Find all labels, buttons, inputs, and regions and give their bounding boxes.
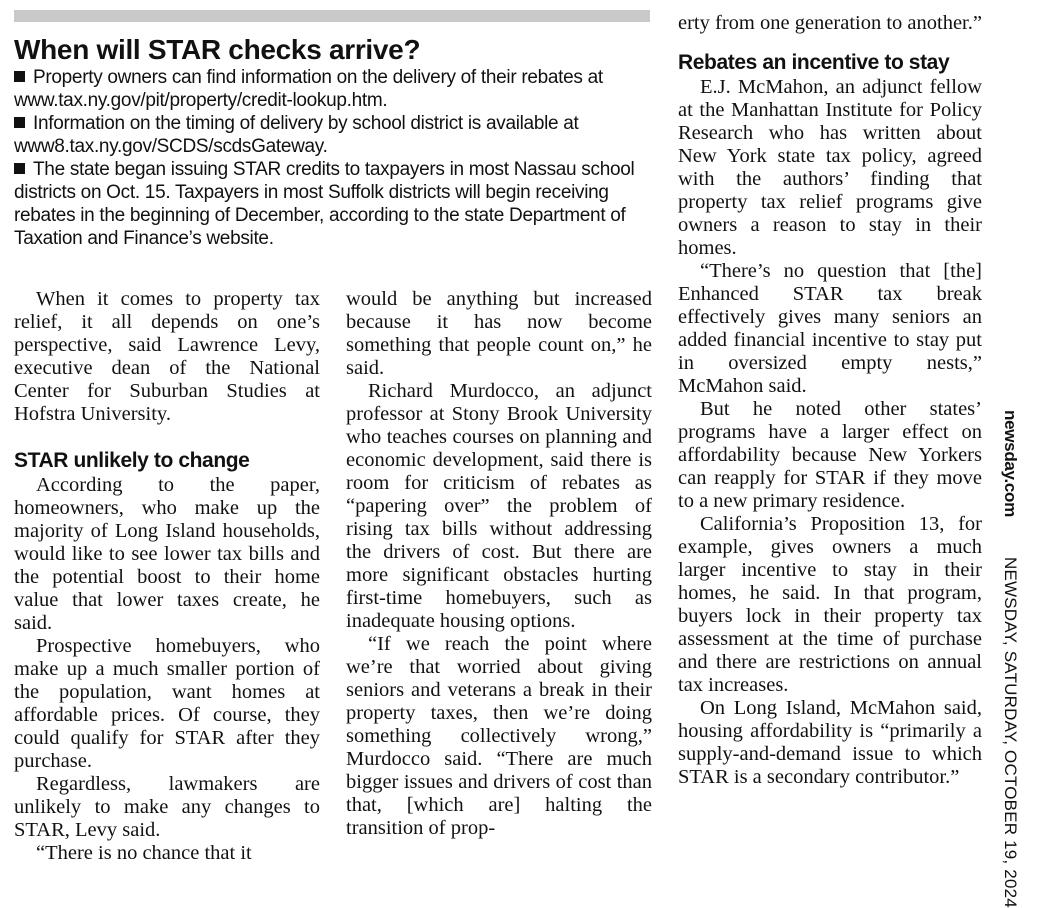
- subhead-star-unlikely: STAR unlikely to change: [14, 449, 250, 472]
- square-bullet-icon: [14, 117, 25, 128]
- sidebar-bullet: [14, 112, 654, 158]
- article-column-3: [678, 12, 982, 789]
- sidebar-bullet: [14, 66, 654, 112]
- paragraph: On Long Island, McMahon said, housing affordability is “primarily a supply-and-demand issue to which STAR is a secondary contributor.”: [678, 697, 982, 788]
- square-bullet-icon: [14, 163, 25, 174]
- sidebar-bullet: [14, 158, 654, 250]
- site-url: newsday.com: [1001, 410, 1020, 517]
- paragraph: “If we reach the point where we’re that worried about giving seniors and veterans a break in their property taxes, then we’re doing something collectively wrong,” Murdocco said. “There are much bigger issues and drivers of cost than that, [which are] halting the transition of prop-: [346, 633, 652, 839]
- dateline: NEWSDAY, SATURDAY, OCTOBER 19, 2024: [1001, 557, 1020, 908]
- bullet-text: Property owners can find information on the delivery of their rebates at www.tax.ny.gov/pit/property/credit-lookup.htm.: [14, 67, 603, 111]
- article-column-1: [14, 288, 320, 865]
- article-column-2: [346, 288, 652, 840]
- paragraph: California’s Proposition 13, for example, gives owners a much larger incentive to stay in their homes, he said. In that program, buyers lock in their property tax assessment at the time of purchase and there are restrictions on annual tax increases.: [678, 513, 982, 696]
- paragraph: erty from one generation to another.”: [678, 12, 982, 34]
- paragraph: According to the paper, homeowners, who make up the majority of Long Island households, would like to see lower tax bills and the potential boost to their home value that lower taxes create, he said.: [14, 474, 320, 634]
- paragraph: Richard Murdocco, an adjunct professor at Stony Brook University who teaches courses on planning and economic development, said there is room for criticism of rebates as “papering over” the problem of rising tax bills without addressing the drivers of cost. But there are more significant obstacles hurting first-time homebuyers, such as inadequate housing options.: [346, 380, 652, 632]
- bullet-text: Information on the timing of delivery by school district is available at www8.tax.ny.gov/SCDS/scdsGateway.: [14, 113, 579, 157]
- square-bullet-icon: [14, 71, 25, 82]
- sidebar-bullet-list: [14, 66, 654, 250]
- page-margin-info: [1000, 410, 1020, 908]
- sidebar-top-rule: [14, 10, 650, 22]
- sidebar-title: When will STAR checks arrive?: [14, 34, 421, 65]
- paragraph: “There is no chance that it: [36, 842, 252, 864]
- paragraph: When it comes to property tax relief, it all depends on one’s perspective, said Lawrence Levy, executive dean of the National Center for Suburban Studies at Hofstra University.: [14, 288, 320, 425]
- paragraph: E.J. McMahon, an adjunct fellow at the Manhattan Institute for Policy Research who has written about New York state tax policy, agreed with the authors’ finding that property tax relief programs give owners a reason to stay in their homes.: [678, 76, 982, 259]
- paragraph: would be anything but increased because it has now become something that people count on,” he said.: [346, 288, 652, 379]
- paragraph: Regardless, lawmakers are unlikely to make any changes to STAR, Levy said.: [14, 773, 320, 841]
- paragraph: “There’s no question that [the] Enhanced STAR tax break effectively gives many seniors an added financial incentive to stay put in oversized empty nests,” McMahon said.: [678, 260, 982, 397]
- bullet-text: The state began issuing STAR credits to taxpayers in most Nassau school districts on Oct. 15. Taxpayers in most Suffolk districts will begin receiving rebates in the beginning of December, according to the state Department of Taxation and Finance’s website.: [14, 159, 635, 249]
- subhead-rebates-incentive: Rebates an incentive to stay: [678, 51, 950, 74]
- paragraph: But he noted other states’ programs have a larger effect on affordability because New Yorkers can reapply for STAR if they move to a new primary residence.: [678, 398, 982, 512]
- paragraph: Prospective homebuyers, who make up a much smaller portion of the population, want homes at affordable prices. Of course, they could qualify for STAR after they purchase.: [14, 635, 320, 772]
